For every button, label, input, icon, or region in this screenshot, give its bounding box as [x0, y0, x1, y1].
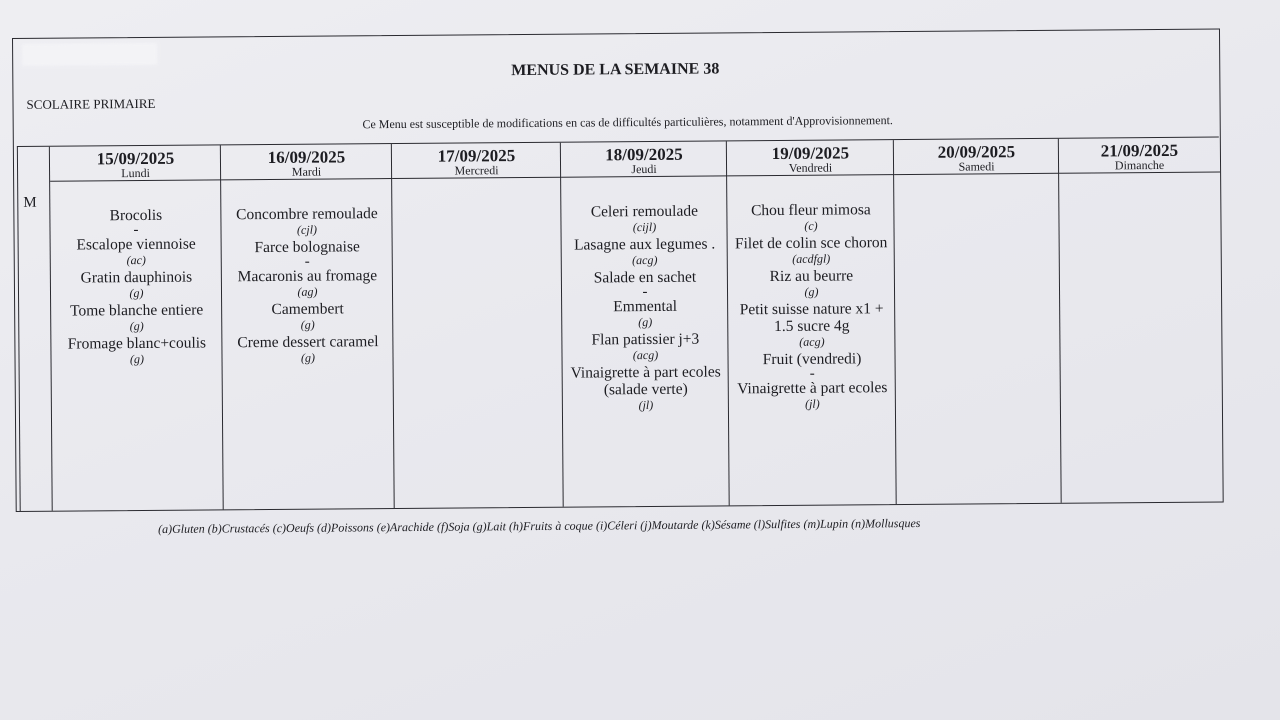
- day-menu: [894, 174, 1062, 504]
- day-header: [392, 143, 561, 179]
- day-name: Samedi: [958, 159, 995, 174]
- menu-separator: -: [809, 365, 815, 382]
- allergen-code: (g): [638, 314, 653, 330]
- allergen-code: (acg): [799, 334, 825, 349]
- menu-dish: Gratin dauphinois: [80, 268, 193, 287]
- day-column: [49, 145, 224, 510]
- menu-dish: Brocolis: [109, 206, 163, 225]
- day-name: Lundi: [121, 165, 150, 181]
- allergen-code: (acdfgl): [792, 251, 831, 266]
- menu-separator: -: [304, 253, 310, 270]
- menu-dish: Filet de colin sce choron: [734, 234, 888, 253]
- day-menu: [727, 175, 897, 505]
- allergen-code: (g): [300, 350, 316, 365]
- menu-dish: Chou fleur mimosa: [750, 201, 871, 220]
- menu-notice: Ce Menu est susceptible de modifications en cas de difficultés particulières, notamment d'Approvisionnement.: [362, 113, 893, 132]
- allergen-code: (acg): [632, 347, 659, 363]
- day-column: [220, 144, 395, 509]
- day-date: 18/09/2025: [605, 144, 683, 165]
- menu-dish: Camembert: [271, 300, 344, 318]
- day-column: [391, 143, 564, 508]
- allergen-code: (c): [804, 218, 818, 233]
- allergen-code: (g): [804, 284, 819, 299]
- day-date: 16/09/2025: [267, 147, 346, 167]
- day-menu: [561, 176, 730, 506]
- day-menu: [50, 180, 224, 510]
- menu-dish: Petit suisse nature x1 + 1.5 sucre 4g: [739, 300, 884, 336]
- allergen-code: (jl): [638, 397, 654, 413]
- day-date: 21/09/2025: [1100, 140, 1179, 161]
- day-header: [727, 140, 894, 176]
- menu-dish: Fruit (vendredi): [762, 350, 862, 369]
- row-label-column: [17, 147, 53, 511]
- allergen-code: (ac): [126, 252, 146, 268]
- redacted-logo: [22, 43, 157, 66]
- day-date: 17/09/2025: [437, 146, 516, 166]
- day-date: 15/09/2025: [96, 148, 175, 169]
- row-label: M: [23, 194, 37, 211]
- menu-dish: Creme dessert caramel: [237, 333, 379, 352]
- day-column: [560, 141, 730, 506]
- day-column: [726, 140, 897, 505]
- day-name: Vendredi: [788, 160, 833, 175]
- day-menu: [392, 178, 564, 508]
- day-name: Mardi: [291, 164, 322, 179]
- menu-dish: Riz au beurre: [769, 267, 854, 286]
- allergen-code: (jl): [804, 396, 820, 411]
- allergen-legend: (a)Gluten (b)Crustacés (c)Oeufs (d)Poissons (e)Arachide (f)Soja (g)Lait (h)Fruits à coque (i)Céleri (j)Moutarde (k)Sésame (l)Sulfites (m)Lupin (n)Mollusques: [158, 516, 921, 536]
- menu-separator: -: [133, 222, 139, 239]
- day-header: [1059, 138, 1220, 174]
- allergen-code: (g): [300, 317, 315, 332]
- menu-dish: Celeri remoulade: [590, 202, 699, 221]
- menu-dish: Emmental: [613, 297, 678, 316]
- allergen-code: (g): [129, 318, 144, 334]
- menu-dish: Salade en sachet: [593, 268, 697, 287]
- day-name: Mercredi: [454, 163, 499, 178]
- day-column: [893, 139, 1062, 504]
- menu-dish: Vinaigrette à part ecoles (salade verte): [570, 363, 721, 399]
- day-menu: [1059, 173, 1223, 503]
- allergen-code: (cjl): [296, 222, 318, 237]
- allergen-code: (g): [129, 285, 144, 301]
- day-header: [221, 144, 392, 180]
- menu-dish: Lasagne aux legumes .: [573, 235, 716, 254]
- menu-table: [17, 137, 1222, 511]
- menu-separator: -: [642, 284, 648, 301]
- menu-dish: Tome blanche entiere: [69, 301, 204, 320]
- allergen-code: (ag): [297, 284, 318, 299]
- menu-dish: Fromage blanc+coulis: [67, 334, 207, 353]
- menu-subtitle: SCOLAIRE PRIMAIRE: [26, 95, 156, 112]
- day-name: Jeudi: [631, 161, 657, 177]
- allergen-code: (cijl): [632, 219, 657, 235]
- day-header: [50, 145, 221, 181]
- day-menu: [221, 179, 395, 509]
- menu-dish: Vinaigrette à part ecoles: [737, 379, 888, 398]
- menu-dish: Macaronis au fromage: [237, 267, 378, 286]
- day-date: 20/09/2025: [937, 142, 1016, 162]
- menu-dish: Farce bolognaise: [254, 238, 360, 257]
- day-header: [561, 141, 727, 177]
- menu-sheet: [12, 28, 1226, 513]
- page-title: MENUS DE LA SEMAINE 38: [511, 60, 720, 80]
- day-column: [1058, 138, 1223, 503]
- menu-dish: Escalope viennoise: [76, 235, 196, 254]
- day-date: 19/09/2025: [771, 143, 850, 164]
- allergen-code: (acg): [632, 252, 658, 268]
- day-header: [894, 139, 1059, 175]
- allergen-code: (g): [129, 351, 145, 367]
- menu-dish: Flan patissier j+3: [591, 330, 700, 349]
- day-name: Dimanche: [1114, 157, 1165, 173]
- menu-dish: Concombre remoulade: [236, 205, 378, 224]
